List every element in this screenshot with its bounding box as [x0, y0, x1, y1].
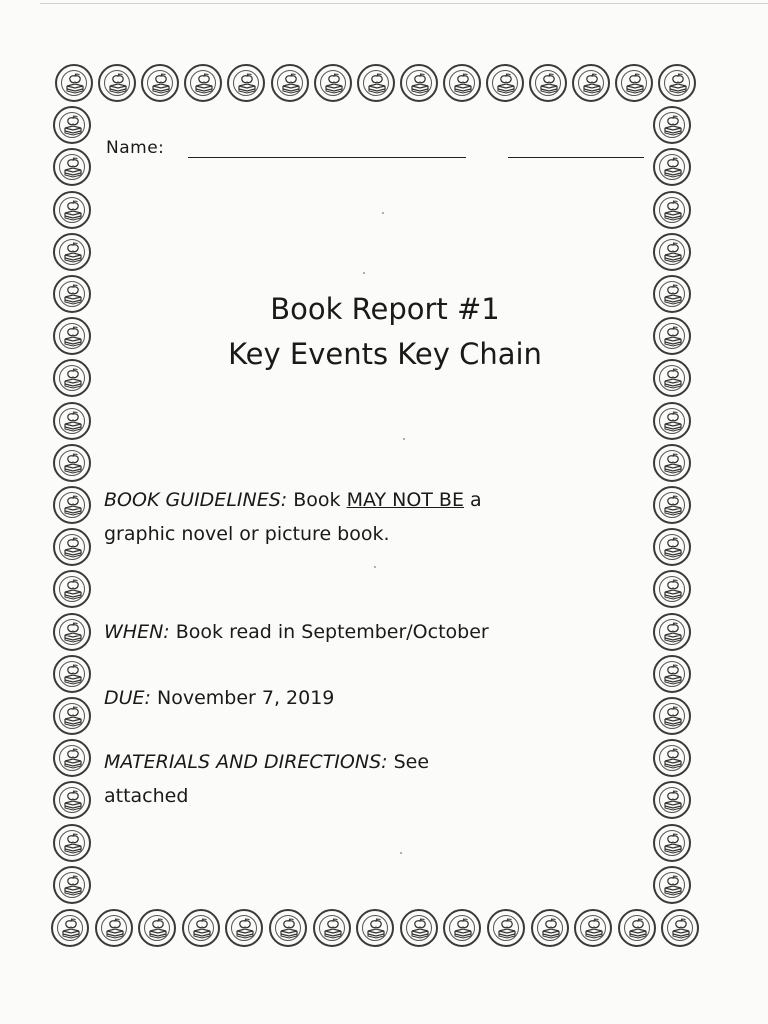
apple-on-books-icon: [53, 528, 91, 566]
apple-on-books-icon: [53, 570, 91, 608]
apple-on-books-icon: [400, 64, 438, 102]
apple-on-books-icon: [53, 317, 91, 355]
apple-on-books-icon: [653, 697, 691, 735]
name-blank-line: [188, 157, 466, 158]
apple-on-books-icon: [487, 909, 525, 947]
apple-on-books-icon: [53, 191, 91, 229]
scan-speck: [363, 272, 365, 274]
when-text: Book read in September/October: [169, 621, 489, 643]
page-title: Book Report #1: [270, 292, 500, 326]
apple-on-books-icon: [653, 359, 691, 397]
when-label: WHEN:: [104, 621, 170, 643]
apple-on-books-icon: [653, 613, 691, 651]
apple-on-books-icon: [653, 866, 691, 904]
apple-on-books-icon: [141, 64, 179, 102]
due-text: November 7, 2019: [150, 687, 335, 709]
guidelines-line: [104, 484, 482, 516]
apple-on-books-icon: [53, 359, 91, 397]
apple-on-books-icon: [658, 64, 696, 102]
apple-on-books-icon: [53, 486, 91, 524]
apple-on-books-icon: [53, 697, 91, 735]
apple-on-books-icon: [51, 909, 89, 947]
guidelines-text-after: a: [463, 489, 482, 511]
apple-on-books-icon: [574, 909, 612, 947]
apple-on-books-icon: [572, 64, 610, 102]
apple-on-books-icon: [53, 402, 91, 440]
due-line: [104, 682, 334, 714]
apple-on-books-icon: [53, 275, 91, 313]
scan-speck: [400, 852, 402, 854]
apple-on-books-icon: [138, 909, 176, 947]
scan-speck: [374, 566, 376, 568]
apple-on-books-icon: [357, 64, 395, 102]
materials-text: See: [387, 751, 430, 773]
apple-on-books-icon: [53, 866, 91, 904]
apple-on-books-icon: [95, 909, 133, 947]
apple-on-books-icon: [182, 909, 220, 947]
apple-on-books-icon: [53, 233, 91, 271]
apple-on-books-icon: [53, 106, 91, 144]
apple-on-books-icon: [313, 909, 351, 947]
apple-on-books-icon: [53, 781, 91, 819]
apple-on-books-icon: [653, 444, 691, 482]
apple-on-books-icon: [443, 909, 481, 947]
apple-on-books-icon: [653, 781, 691, 819]
apple-on-books-icon: [98, 64, 136, 102]
page-subtitle: Key Events Key Chain: [228, 337, 542, 371]
apple-on-books-icon: [653, 106, 691, 144]
apple-on-books-icon: [356, 909, 394, 947]
name-blank-line-2: [508, 157, 644, 158]
scan-speck: [403, 438, 405, 440]
apple-on-books-icon: [529, 64, 567, 102]
guidelines-label: BOOK GUIDELINES:: [104, 489, 288, 511]
apple-on-books-icon: [314, 64, 352, 102]
scan-speck: [382, 212, 384, 214]
guidelines-text: Book: [287, 489, 347, 511]
apple-on-books-icon: [225, 909, 263, 947]
apple-on-books-icon: [227, 64, 265, 102]
apple-on-books-icon: [653, 824, 691, 862]
apple-on-books-icon: [653, 655, 691, 693]
apple-on-books-icon: [271, 64, 309, 102]
apple-on-books-icon: [653, 528, 691, 566]
apple-on-books-icon: [531, 909, 569, 947]
apple-on-books-icon: [486, 64, 524, 102]
apple-on-books-icon: [53, 655, 91, 693]
materials-line-2: attached: [104, 785, 189, 807]
apple-on-books-icon: [653, 402, 691, 440]
apple-on-books-icon: [53, 148, 91, 186]
apple-on-books-icon: [55, 64, 93, 102]
apple-on-books-icon: [653, 739, 691, 777]
apple-on-books-icon: [53, 444, 91, 482]
apple-on-books-icon: [443, 64, 481, 102]
apple-on-books-icon: [653, 570, 691, 608]
apple-on-books-icon: [661, 909, 699, 947]
apple-on-books-icon: [53, 739, 91, 777]
apple-on-books-icon: [618, 909, 656, 947]
apple-on-books-icon: [653, 233, 691, 271]
apple-on-books-icon: [53, 824, 91, 862]
materials-line: [104, 746, 429, 778]
apple-on-books-icon: [184, 64, 222, 102]
materials-label: MATERIALS AND DIRECTIONS:: [104, 751, 388, 773]
apple-on-books-icon: [653, 191, 691, 229]
apple-on-books-icon: [615, 64, 653, 102]
guidelines-emphasis: MAY NOT BE: [346, 489, 464, 511]
apple-on-books-icon: [400, 909, 438, 947]
apple-on-books-icon: [653, 148, 691, 186]
guidelines-line-2: graphic novel or picture book.: [104, 523, 390, 545]
due-label: DUE:: [104, 687, 151, 709]
when-line: [104, 616, 489, 648]
apple-on-books-icon: [269, 909, 307, 947]
apple-on-books-icon: [53, 613, 91, 651]
apple-on-books-icon: [653, 317, 691, 355]
apple-on-books-icon: [653, 486, 691, 524]
name-label: Name:: [106, 138, 165, 158]
apple-on-books-icon: [653, 275, 691, 313]
